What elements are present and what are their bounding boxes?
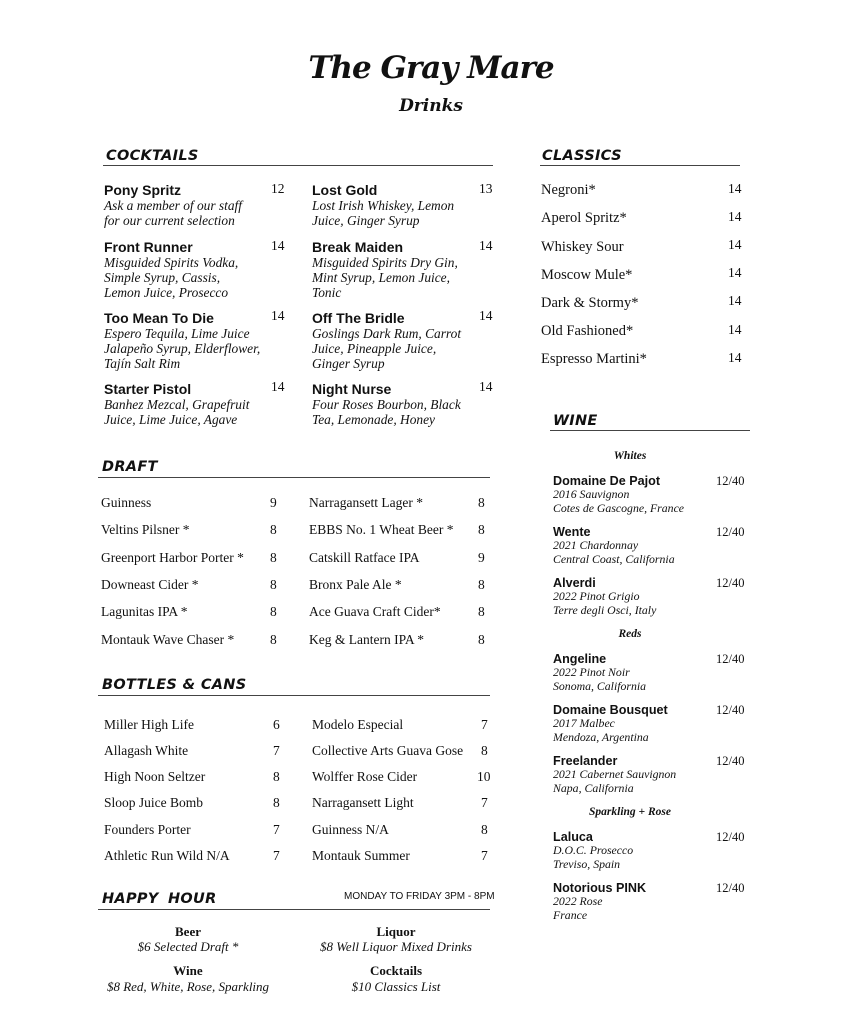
draft-price: 8: [478, 632, 485, 647]
happy-hour-value: $6 Selected Draft *: [137, 939, 239, 954]
cocktail-description: Lost Irish Whiskey, Lemon Juice, Ginger Syrup: [312, 198, 455, 228]
cocktail-price: 14: [479, 379, 493, 394]
cocktail-name: Break Maiden: [312, 239, 404, 255]
bottle-name: Sloop Juice Bomb: [104, 795, 204, 810]
wine-price: 12/40: [716, 703, 745, 717]
bottle-price: 7: [273, 822, 280, 837]
classic-price: 14: [728, 293, 742, 308]
happy-hour-label: Wine: [173, 963, 203, 978]
classic-price: 14: [728, 181, 742, 196]
bottle-price: 7: [481, 717, 488, 732]
cocktail-price: 14: [271, 308, 285, 323]
classic-name: Moscow Mule*: [541, 267, 633, 283]
menu-subtitle: Drinks: [399, 96, 463, 116]
cocktail-price: 14: [271, 379, 285, 394]
draft-price: 8: [270, 577, 277, 592]
bottle-name: Wolffer Rose Cider: [312, 769, 418, 784]
draft-name: Veltins Pilsner *: [101, 522, 190, 537]
cocktail-description: Espero Tequila, Lime Juice Jalapeño Syrup, Elderflower, Tajín Salt Rim: [104, 326, 261, 371]
bottle-price: 7: [273, 743, 280, 758]
wine-description: 2022 Pinot Grigio Terre degli Osci, Italy: [553, 589, 657, 617]
bottle-name: Narragansett Light: [312, 795, 414, 810]
draft-price: 8: [478, 577, 485, 592]
classic-name: Espresso Martini*: [541, 351, 647, 367]
wine-divider: [550, 430, 750, 431]
wine-name: Alverdi: [553, 576, 596, 590]
wine-name: Wente: [553, 525, 591, 539]
draft-name: Ace Guava Craft Cider*: [309, 604, 441, 619]
draft-price: 8: [270, 632, 277, 647]
cocktail-description: Misguided Spirits Dry Gin, Mint Syrup, Lemon Juice, Tonic: [312, 255, 458, 300]
wine-price: 12/40: [716, 474, 745, 488]
bottle-price: 10: [477, 769, 491, 784]
bottle-price: 7: [273, 848, 280, 863]
classic-name: Whiskey Sour: [541, 239, 624, 255]
wine-description: 2022 Pinot Noir Sonoma, California: [553, 665, 647, 693]
draft-price: 8: [478, 495, 485, 510]
wine-name: Notorious PINK: [553, 881, 647, 895]
draft-price: 8: [478, 522, 485, 537]
wine-description: 2016 Sauvignon Cotes de Gascogne, France: [553, 487, 685, 515]
wine-price: 12/40: [716, 525, 745, 539]
happy-hour-heading: HAPPY HOUR: [102, 891, 217, 907]
bottle-price: 8: [273, 795, 280, 810]
bottle-name: High Noon Seltzer: [104, 769, 206, 784]
happy-hour-value: $10 Classics List: [351, 979, 441, 994]
bottles-heading: BOTTLES & CANS: [102, 677, 247, 693]
bottle-price: 7: [481, 848, 488, 863]
bottle-name: Collective Arts Guava Gose: [312, 743, 464, 758]
classic-price: 14: [728, 237, 742, 252]
draft-price: 9: [478, 550, 485, 565]
draft-price: 8: [270, 604, 277, 619]
classic-price: 14: [728, 322, 742, 337]
classics-heading: CLASSICS: [542, 148, 622, 164]
happy-hour-label: Beer: [175, 924, 201, 939]
classic-name: Old Fashioned*: [541, 323, 634, 339]
bottle-price: 7: [481, 795, 488, 810]
wine-price: 12/40: [716, 754, 745, 768]
bottle-name: Miller High Life: [104, 717, 194, 732]
cocktail-price: 14: [271, 238, 285, 253]
wine-price: 12/40: [716, 652, 745, 666]
menu-title: The Gray Mare: [308, 50, 554, 86]
cocktail-price: 14: [479, 308, 493, 323]
happy-hour-value: $8 Well Liquor Mixed Drinks: [320, 939, 472, 954]
draft-name: Greenport Harbor Porter *: [101, 550, 244, 565]
cocktail-price: 14: [479, 238, 493, 253]
wine-price: 12/40: [716, 576, 745, 590]
draft-price: 9: [270, 495, 277, 510]
wine-description: 2021 Cabernet Sauvignon Napa, California: [553, 767, 677, 795]
wine-subheading-whites: Whites: [613, 450, 647, 462]
draft-name: Lagunitas IPA *: [101, 604, 188, 619]
cocktails-divider: [103, 165, 493, 166]
bottle-price: 6: [273, 717, 280, 732]
cocktail-description: Four Roses Bourbon, Black Tea, Lemonade, Honey: [312, 397, 461, 427]
classic-name: Negroni*: [541, 182, 596, 198]
draft-name: Keg & Lantern IPA *: [309, 632, 424, 647]
draft-price: 8: [478, 604, 485, 619]
draft-name: Montauk Wave Chaser *: [101, 632, 235, 647]
wine-description: D.O.C. Prosecco Treviso, Spain: [553, 843, 634, 871]
draft-name: Guinness: [101, 495, 152, 510]
wine-name: Freelander: [553, 754, 618, 768]
happy-hour-schedule: MONDAY TO FRIDAY 3PM - 8PM: [344, 891, 495, 902]
bottle-name: Guinness N/A: [312, 822, 389, 837]
cocktails-heading: COCKTAILS: [106, 148, 199, 164]
classics-divider: [540, 165, 740, 166]
cocktail-description: Goslings Dark Rum, Carrot Juice, Pineapple Juice, Ginger Syrup: [312, 326, 462, 371]
happy-hour-value: $8 Red, White, Rose, Sparkling: [106, 979, 270, 994]
bottles-divider: [98, 695, 490, 696]
draft-name: Narragansett Lager *: [309, 495, 423, 510]
happy-hour-divider: [98, 909, 490, 910]
draft-name: Downeast Cider *: [101, 577, 199, 592]
cocktail-name: Pony Spritz: [104, 182, 182, 198]
wine-name: Angeline: [553, 652, 607, 666]
cocktail-name: Night Nurse: [312, 381, 392, 397]
draft-name: Bronx Pale Ale *: [309, 577, 402, 592]
wine-name: Laluca: [553, 830, 593, 844]
bottle-price: 8: [273, 769, 280, 784]
cocktail-name: Front Runner: [104, 239, 193, 255]
classic-price: 14: [728, 265, 742, 280]
bottle-name: Montauk Summer: [312, 848, 410, 863]
cocktail-price: 12: [271, 181, 285, 196]
bottle-price: 8: [481, 743, 488, 758]
cocktail-description: Banhez Mezcal, Grapefruit Juice, Lime Juice, Agave: [104, 397, 250, 427]
cocktail-description: Ask a member of our staff for our current selection: [104, 198, 242, 228]
wine-subheading-reds: Reds: [618, 628, 642, 640]
bottle-name: Allagash White: [104, 743, 189, 758]
wine-price: 12/40: [716, 830, 745, 844]
wine-price: 12/40: [716, 881, 745, 895]
cocktail-price: 13: [479, 181, 493, 196]
bottle-price: 8: [481, 822, 488, 837]
classic-name: Aperol Spritz*: [541, 210, 627, 226]
draft-divider: [98, 477, 490, 478]
cocktail-name: Lost Gold: [312, 182, 378, 198]
cocktail-description: Misguided Spirits Vodka, Simple Syrup, Cassis, Lemon Juice, Prosecco: [104, 255, 239, 300]
happy-hour-label: Liquor: [376, 924, 416, 939]
wine-heading: WINE: [553, 413, 598, 429]
draft-price: 8: [270, 550, 277, 565]
happy-hour-label: Cocktails: [370, 963, 422, 978]
draft-name: Catskill Ratface IPA: [309, 550, 420, 565]
wine-subheading-sparkling: Sparkling + Rose: [589, 806, 671, 818]
bottle-name: Founders Porter: [104, 822, 191, 837]
classic-price: 14: [728, 209, 742, 224]
wine-description: 2022 Rose France: [553, 894, 603, 922]
draft-name: EBBS No. 1 Wheat Beer *: [309, 522, 454, 537]
wine-name: Domaine De Pajot: [553, 474, 661, 488]
wine-name: Domaine Bousquet: [553, 703, 668, 717]
cocktail-name: Off The Bridle: [312, 310, 405, 326]
wine-description: 2021 Chardonnay Central Coast, California: [553, 538, 675, 566]
wine-description: 2017 Malbec Mendoza, Argentina: [553, 716, 649, 744]
cocktail-name: Too Mean To Die: [104, 310, 214, 326]
cocktail-name: Starter Pistol: [104, 381, 192, 397]
bottle-name: Athletic Run Wild N/A: [104, 848, 230, 863]
classic-name: Dark & Stormy*: [541, 295, 639, 311]
draft-heading: DRAFT: [102, 459, 158, 475]
bottle-name: Modelo Especial: [312, 717, 404, 732]
classic-price: 14: [728, 350, 742, 365]
draft-price: 8: [270, 522, 277, 537]
